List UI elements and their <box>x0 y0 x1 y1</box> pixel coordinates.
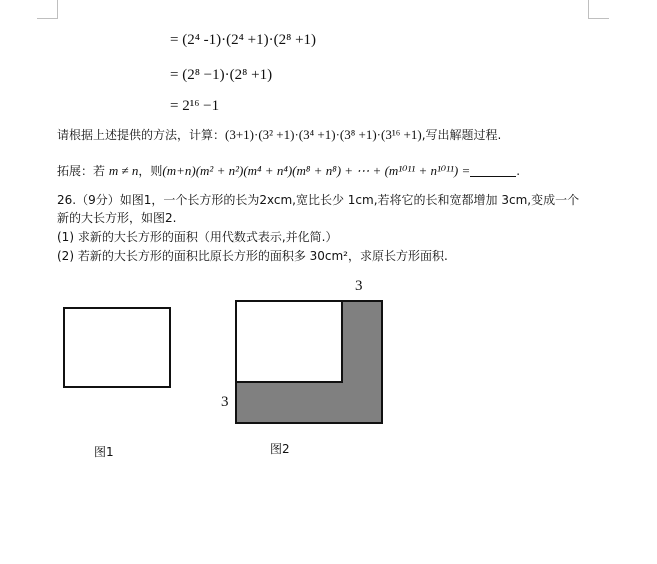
instruction-tail: ,写出解题过程. <box>421 128 502 142</box>
figure-2-label: 图2 <box>270 442 290 456</box>
problem-line-2: 新的大长方形，如图2. <box>57 211 177 225</box>
equation-line-3: = 2¹⁶ −1 <box>170 98 220 114</box>
instruction-line <box>57 126 501 143</box>
figure-1-rectangle <box>63 307 171 388</box>
extension-line <box>57 162 520 179</box>
equation-line-1: = (2⁴ -1)·(2⁴ +1)·(2⁸ +1) <box>170 32 317 48</box>
problem-question-2: (2) 若新的大长方形的面积比原长方形的面积多 30cm²，求原长方形面积. <box>57 249 448 263</box>
figure-2-dim-top: 3 <box>355 278 363 294</box>
problem-question-1: (1) 求新的大长方形的面积（用代数式表示,并化简.） <box>57 230 338 244</box>
instruction-expression: (3+1)·(3² +1)·(3⁴ +1)·(3⁸ +1)·(3¹⁶ +1) <box>225 127 422 142</box>
figure-2-original-rectangle <box>235 300 343 383</box>
page-corner-mark-left <box>37 0 58 19</box>
equation-line-2: = (2⁸ −1)·(2⁸ +1) <box>170 67 273 83</box>
extension-expression: (m+n)(m² + n²)(m⁴ + n⁴)(m⁸ + n⁸) + ⋯ + (m¹⁰¹¹ + n¹⁰¹¹) = <box>162 163 471 178</box>
instruction-text: 请根据上述提供的方法，计算： <box>57 128 226 142</box>
extension-end: . <box>516 164 521 178</box>
figure-1-label: 图1 <box>94 445 114 459</box>
extension-text: 拓展：若 <box>57 164 106 178</box>
page-corner-mark-right <box>588 0 609 19</box>
extension-then: ，则 <box>138 164 163 178</box>
extension-condition: m ≠ n <box>108 163 139 178</box>
answer-blank <box>470 163 516 177</box>
figure-2-dim-left: 3 <box>221 394 229 410</box>
problem-line-1: 26.（9分）如图1，一个长方形的长为2xcm,宽比长少 1cm,若将它的长和宽都增加 3cm,变成一个 <box>57 193 580 207</box>
